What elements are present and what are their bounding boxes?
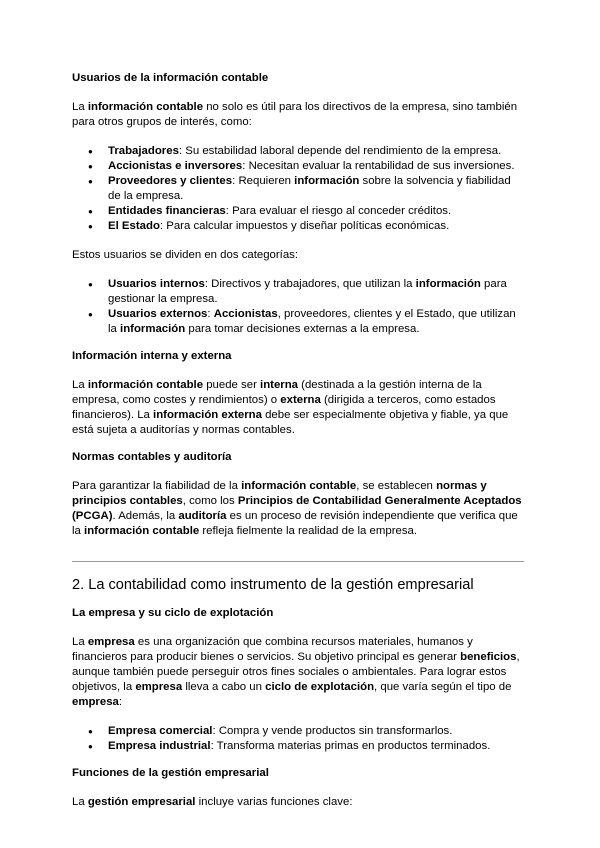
document-content bbox=[72, 71, 524, 810]
list-item: ● Accionistas e inversores: Necesitan evaluar la rentabilidad de sus inversiones. bbox=[72, 159, 524, 174]
list-item: ● Usuarios internos: Directivos y trabajadores, que utilizan la información para gestionar la empresa. bbox=[72, 277, 524, 307]
list-item: ● Usuarios externos: Accionistas, proveedores, clientes y el Estado, que utilizan la información para tomar decisiones externas a la empresa. bbox=[72, 307, 524, 337]
paragraph-categorias: Estos usuarios se dividen en dos categorías: bbox=[72, 249, 299, 261]
paragraph-funciones: La gestión empresarial incluye varias funciones clave: bbox=[72, 796, 353, 808]
heading-funciones: Funciones de la gestión empresarial bbox=[72, 767, 269, 779]
heading-normas: Normas contables y auditoría bbox=[72, 451, 232, 463]
paragraph-normas: Para garantizar la fiabilidad de la información contable, se establecen normas y principios contables, como los Principios de Contabilidad Generalmente Aceptados (PCGA). Además, la auditoría es un proceso de revisión independiente que verifica que la información contable refleja fielmente la realidad de la empresa. bbox=[72, 480, 522, 537]
list-item: ● Empresa industrial: Transforma materias primas en productos terminados. bbox=[72, 739, 524, 754]
list-item: ● Proveedores y clientes: Requieren información sobre la solvencia y fiabilidad de la empresa. bbox=[72, 174, 524, 204]
heading-interna-externa: Información interna y externa bbox=[72, 350, 232, 362]
paragraph-usuarios-intro: La información contable no solo es útil para los directivos de la empresa, sino también para otros grupos de interés, como: bbox=[72, 101, 518, 128]
heading-usuarios: Usuarios de la información contable bbox=[72, 72, 269, 84]
list-tipos-empresa bbox=[72, 724, 524, 754]
list-categorias bbox=[72, 277, 524, 337]
list-item: ● Empresa comercial: Compra y vende productos sin transformarlos. bbox=[72, 724, 524, 739]
section-divider bbox=[72, 561, 524, 562]
list-item: ● El Estado: Para calcular impuestos y diseñar políticas económicas. bbox=[72, 219, 524, 234]
heading-empresa: La empresa y su ciclo de explotación bbox=[72, 607, 274, 619]
paragraph-empresa: La empresa es una organización que combina recursos materiales, humanos y financieros para producir bienes o servicios. Su objetivo principal es generar beneficios, aunque también puede perseguir otros fines sociales o ambientales. Para lograr estos objetivos, la empresa lleva a cabo un ciclo de explotación, que varía según el tipo de empresa: bbox=[72, 636, 520, 708]
list-item: ● Entidades financieras: Para evaluar el riesgo al conceder créditos. bbox=[72, 204, 524, 219]
section-title: 2. La contabilidad como instrumento de la gestión empresarial bbox=[72, 577, 474, 593]
list-usuarios bbox=[72, 144, 524, 234]
list-item: ● Trabajadores: Su estabilidad laboral depende del rendimiento de la empresa. bbox=[72, 144, 524, 159]
paragraph-interna-externa: La información contable puede ser interna (destinada a la gestión interna de la empresa, como costes y rendimientos) o externa (dirigida a terceros, como estados financieros). La información externa debe ser especialmente objetiva y fiable, ya que está sujeta a auditorías y normas contables. bbox=[72, 379, 509, 436]
